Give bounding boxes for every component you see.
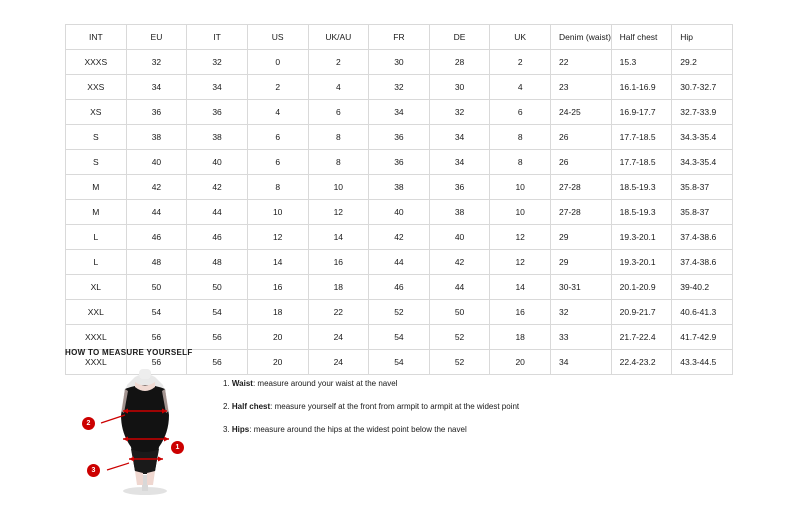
table-cell: 19.3-20.1 [611, 250, 672, 275]
table-cell: 15.3 [611, 50, 672, 75]
measure-note-text: : measure yourself at the front from armpit to armpit at the widest point [270, 401, 520, 411]
table-cell: 14 [308, 225, 369, 250]
table-cell: 52 [429, 325, 490, 350]
badge-waist: 1 [171, 441, 184, 454]
table-cell: XXL [66, 300, 127, 325]
badge-half-chest: 2 [82, 417, 95, 430]
table-cell: 36 [126, 100, 187, 125]
table-cell: 42 [369, 225, 430, 250]
table-cell: 56 [126, 350, 187, 375]
table-cell: 20.1-20.9 [611, 275, 672, 300]
table-cell: 27-28 [551, 175, 612, 200]
table-cell: 30.7-32.7 [672, 75, 733, 100]
table-cell: 36 [187, 100, 248, 125]
table-cell: 23 [551, 75, 612, 100]
table-cell: 12 [490, 225, 551, 250]
table-cell: 29 [551, 225, 612, 250]
table-cell: 38 [187, 125, 248, 150]
table-cell: 56 [187, 350, 248, 375]
table-cell: 46 [369, 275, 430, 300]
table-cell: 32 [187, 50, 248, 75]
table-header-row [66, 25, 733, 50]
table-cell: 54 [126, 300, 187, 325]
table-cell: 39-40.2 [672, 275, 733, 300]
table-cell: 44 [429, 275, 490, 300]
table-cell: 43.3-44.5 [672, 350, 733, 375]
table-cell: XXS [66, 75, 127, 100]
table-row [66, 125, 733, 150]
table-cell: M [66, 175, 127, 200]
table-cell: 32 [126, 50, 187, 75]
table-row [66, 75, 733, 100]
table-row [66, 325, 733, 350]
table-cell: 40 [126, 150, 187, 175]
table-cell: 6 [308, 100, 369, 125]
table-cell: 34 [369, 100, 430, 125]
table-cell: 34 [126, 75, 187, 100]
how-to-measure-section [65, 348, 745, 497]
table-cell: 36 [369, 150, 430, 175]
table-cell: 8 [308, 150, 369, 175]
table-cell: 17.7-18.5 [611, 150, 672, 175]
table-cell: 29.2 [672, 50, 733, 75]
table-cell: 10 [490, 175, 551, 200]
table-cell: L [66, 225, 127, 250]
measure-notes-list [223, 367, 519, 447]
measure-note-text: : measure around your waist at the navel [252, 379, 398, 388]
table-cell: 35.8-37 [672, 200, 733, 225]
table-cell: 48 [126, 250, 187, 275]
table-cell: 2 [490, 50, 551, 75]
table-cell: 34.3-35.4 [672, 150, 733, 175]
table-cell: 30-31 [551, 275, 612, 300]
table-cell: 8 [308, 125, 369, 150]
measure-note-term: Waist [231, 379, 253, 388]
table-cell: 20 [490, 350, 551, 375]
table-cell: 16 [490, 300, 551, 325]
table-cell: 2 [247, 75, 308, 100]
table-cell: 33 [551, 325, 612, 350]
table-cell: 6 [490, 100, 551, 125]
table-cell: 19.3-20.1 [611, 225, 672, 250]
badge-hips: 3 [87, 464, 100, 477]
table-cell: 18 [490, 325, 551, 350]
table-cell: XXXL [66, 325, 127, 350]
table-cell: 36 [369, 125, 430, 150]
mannequin-illustration [85, 367, 205, 497]
table-cell: 48 [187, 250, 248, 275]
measure-note [223, 379, 519, 390]
table-cell: 32.7-33.9 [672, 100, 733, 125]
table-cell: 16.9-17.7 [611, 100, 672, 125]
table-cell: XS [66, 100, 127, 125]
table-cell: 20 [247, 325, 308, 350]
table-cell: 36 [429, 175, 490, 200]
table-cell: 54 [369, 350, 430, 375]
column-header: EU [126, 25, 187, 50]
table-cell: 21.7-22.4 [611, 325, 672, 350]
table-row [66, 175, 733, 200]
table-cell: 8 [247, 175, 308, 200]
table-cell: 12 [490, 250, 551, 275]
column-header: INT [66, 25, 127, 50]
table-row [66, 100, 733, 125]
table-cell: 22 [551, 50, 612, 75]
table-cell: 6 [247, 150, 308, 175]
table-cell: 42 [126, 175, 187, 200]
table-cell: S [66, 150, 127, 175]
table-cell: 4 [247, 100, 308, 125]
table-cell: 44 [369, 250, 430, 275]
table-cell: 10 [308, 175, 369, 200]
table-cell: 41.7-42.9 [672, 325, 733, 350]
table-cell: 50 [187, 275, 248, 300]
table-cell: 10 [247, 200, 308, 225]
measure-note-text: : measure around the hips at the widest point below the navel [249, 424, 467, 434]
table-cell: 32 [369, 75, 430, 100]
table-cell: 52 [429, 350, 490, 375]
column-header: Half chest [611, 25, 672, 50]
table-cell: 14 [490, 275, 551, 300]
table-cell: 24 [308, 325, 369, 350]
table-cell: 34.3-35.4 [672, 125, 733, 150]
table-cell: 34 [429, 150, 490, 175]
table-cell: 2 [308, 50, 369, 75]
table-cell: 40 [429, 225, 490, 250]
table-cell: 34 [429, 125, 490, 150]
table-cell: 56 [187, 325, 248, 350]
table-cell: 40 [369, 200, 430, 225]
table-row [66, 150, 733, 175]
table-cell: L [66, 250, 127, 275]
table-cell: S [66, 125, 127, 150]
table-cell: 12 [247, 225, 308, 250]
column-header: DE [429, 25, 490, 50]
table-header [66, 25, 733, 50]
table-cell: XXXL [66, 350, 127, 375]
table-cell: 24 [308, 350, 369, 375]
table-cell: 6 [247, 125, 308, 150]
table-cell: 10 [490, 200, 551, 225]
mannequin-svg [85, 367, 205, 497]
table-cell: 20 [247, 350, 308, 375]
size-chart-table [65, 24, 733, 375]
table-cell: 32 [429, 100, 490, 125]
table-cell: 18.5-19.3 [611, 175, 672, 200]
table-cell: 16 [308, 250, 369, 275]
table-cell: XL [66, 275, 127, 300]
measure-note-index: 1. [223, 379, 230, 388]
table-body [66, 50, 733, 375]
size-chart-container [65, 24, 733, 375]
table-cell: 8 [490, 125, 551, 150]
table-cell: 22.4-23.2 [611, 350, 672, 375]
table-cell: 35.8-37 [672, 175, 733, 200]
table-cell: 40 [187, 150, 248, 175]
table-cell: 20.9-21.7 [611, 300, 672, 325]
table-row [66, 300, 733, 325]
table-cell: 38 [429, 200, 490, 225]
table-cell: XXXS [66, 50, 127, 75]
measure-note-term: Half chest [231, 401, 271, 411]
table-cell: 46 [187, 225, 248, 250]
table-cell: 18 [247, 300, 308, 325]
table-cell: 50 [126, 275, 187, 300]
column-header: UK/AU [308, 25, 369, 50]
table-cell: 26 [551, 150, 612, 175]
measure-note-index: 3. [223, 424, 230, 434]
table-cell: 46 [126, 225, 187, 250]
table-row [66, 275, 733, 300]
table-cell: 37.4-38.6 [672, 225, 733, 250]
table-cell: 4 [308, 75, 369, 100]
table-cell: 42 [187, 175, 248, 200]
table-cell: 18.5-19.3 [611, 200, 672, 225]
table-cell: 22 [308, 300, 369, 325]
table-cell: 56 [126, 325, 187, 350]
table-cell: 38 [126, 125, 187, 150]
how-to-measure-title: HOW TO MEASURE YOURSELF [65, 348, 193, 357]
measure-note [223, 425, 519, 436]
table-cell: 40.6-41.3 [672, 300, 733, 325]
table-cell: 30 [369, 50, 430, 75]
table-cell: 26 [551, 125, 612, 150]
table-row [66, 200, 733, 225]
table-cell: 16.1-16.9 [611, 75, 672, 100]
column-header: US [247, 25, 308, 50]
table-cell: 32 [551, 300, 612, 325]
table-cell: 18 [308, 275, 369, 300]
table-cell: 54 [187, 300, 248, 325]
column-header: Hip [672, 25, 733, 50]
table-cell: 44 [126, 200, 187, 225]
table-cell: 17.7-18.5 [611, 125, 672, 150]
table-cell: 0 [247, 50, 308, 75]
table-cell: 12 [308, 200, 369, 225]
table-cell: 34 [551, 350, 612, 375]
measure-note [223, 402, 519, 413]
table-cell: 37.4-38.6 [672, 250, 733, 275]
column-header: Denim (waist) [551, 25, 612, 50]
table-cell: 44 [187, 200, 248, 225]
column-header: UK [490, 25, 551, 50]
column-header: FR [369, 25, 430, 50]
table-cell: 54 [369, 325, 430, 350]
table-cell: M [66, 200, 127, 225]
table-row [66, 250, 733, 275]
measure-note-term: Hips [231, 424, 250, 434]
table-cell: 42 [429, 250, 490, 275]
column-header: IT [187, 25, 248, 50]
table-cell: 4 [490, 75, 551, 100]
table-cell: 24-25 [551, 100, 612, 125]
table-cell: 38 [369, 175, 430, 200]
table-cell: 30 [429, 75, 490, 100]
table-cell: 8 [490, 150, 551, 175]
measure-note-index: 2. [223, 401, 230, 411]
table-cell: 28 [429, 50, 490, 75]
table-cell: 29 [551, 250, 612, 275]
table-row [66, 50, 733, 75]
table-row [66, 225, 733, 250]
table-cell: 14 [247, 250, 308, 275]
table-cell: 27-28 [551, 200, 612, 225]
table-cell: 52 [369, 300, 430, 325]
table-cell: 50 [429, 300, 490, 325]
table-cell: 16 [247, 275, 308, 300]
table-cell: 34 [187, 75, 248, 100]
how-to-measure-body [65, 367, 745, 497]
